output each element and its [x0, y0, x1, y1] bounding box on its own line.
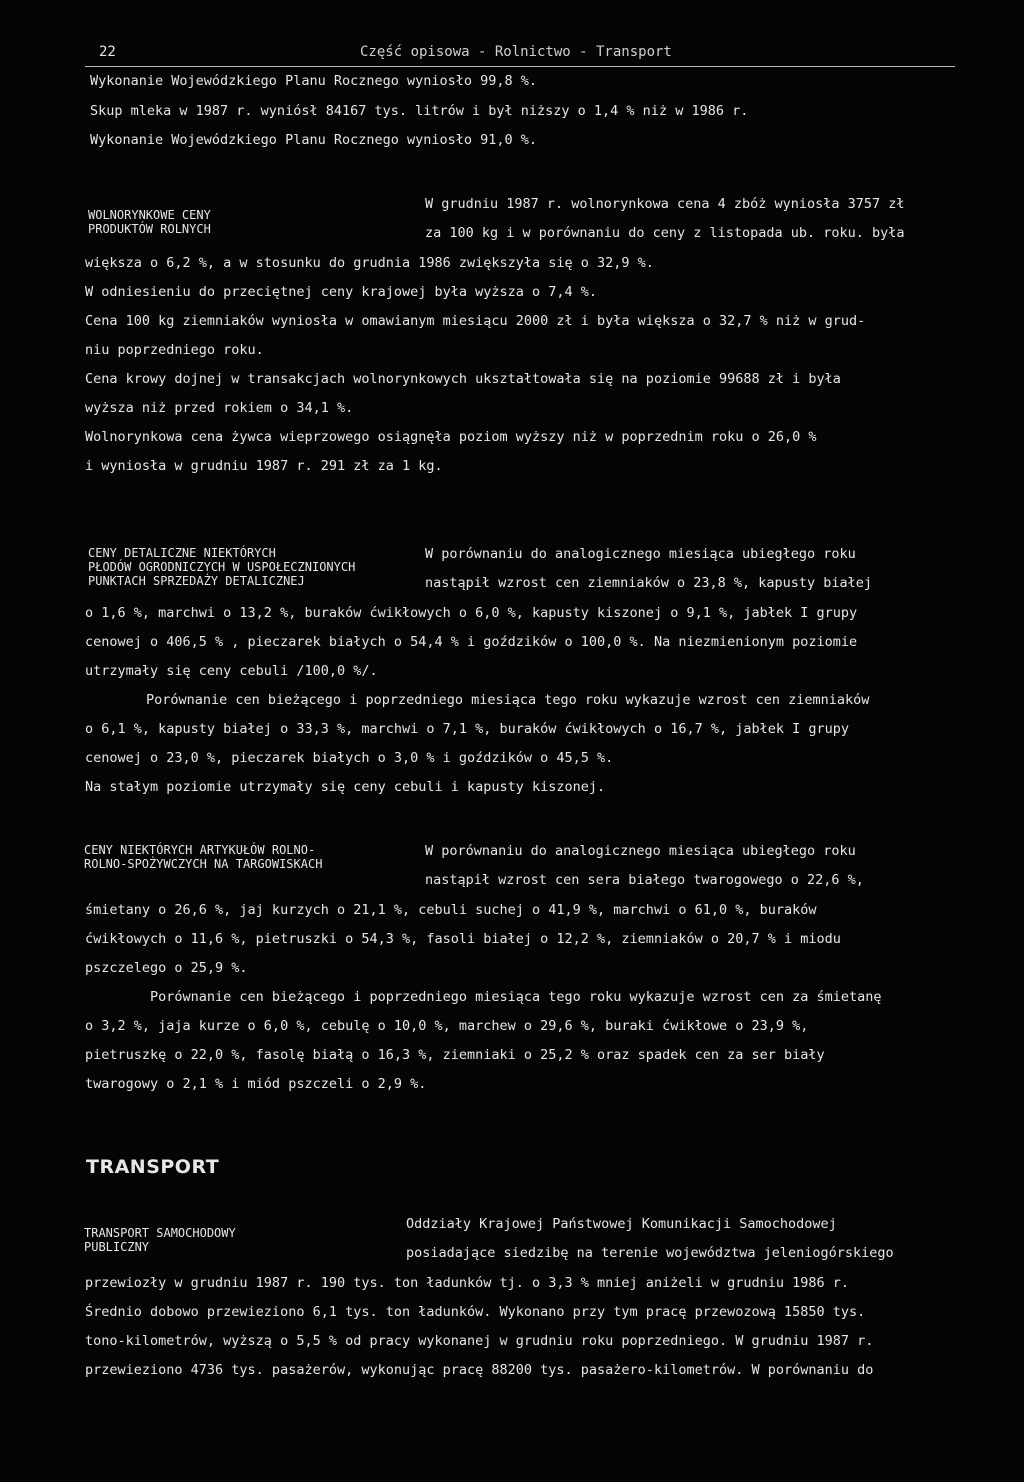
paragraph-line: Na stałym poziomie utrzymały się ceny cebuli i kapusty kiszonej.: [85, 779, 606, 795]
paragraph-line: Porównanie cen bieżącego i poprzedniego miesiąca tego roku wykazuje wzrost cen za śmietanę: [150, 989, 882, 1005]
paragraph-line: pietruszkę o 22,0 %, fasolę białą o 16,3 %, ziemniaki o 25,2 % oraz spadek cen za ser biały: [85, 1047, 825, 1063]
paragraph-line: o 1,6 %, marchwi o 13,2 %, buraków ćwikłowych o 6,0 %, kapusty kiszonej o 9,1 %, jabłek I grupy: [85, 605, 858, 621]
paragraph-line: Wolnorynkowa cena żywca wieprzowego osiągnęła poziom wyższy niż w poprzednim roku o 26,0 %: [85, 429, 817, 445]
paragraph-line: Oddziały Krajowej Państwowej Komunikacji Samochodowej: [406, 1216, 837, 1232]
running-title: Część opisowa - Rolnictwo - Transport: [360, 44, 672, 60]
paragraph-line: W grudniu 1987 r. wolnorynkowa cena 4 zbóż wyniosła 3757 zł: [425, 196, 905, 212]
section-heading: CENY DETALICZNE NIEKTÓRYCH PŁODÓW OGRODNICZYCH W USPOŁECZNIONYCH PUNKTACH SPRZEDAŻY DETALICZNEJ: [88, 546, 356, 588]
paragraph-line: utrzymały się ceny cebuli /100,0 %/.: [85, 663, 378, 679]
paragraph-line: W odniesieniu do przeciętnej ceny krajowej była wyższa o 7,4 %.: [85, 284, 598, 300]
paragraph-line: cenowej o 406,5 % , pieczarek białych o 54,4 % i goździków o 100,0 %. Na niezmienionym poziomie: [85, 634, 858, 650]
paragraph-line: W porównaniu do analogicznego miesiąca ubiegłego roku: [425, 546, 856, 562]
paragraph-line: o 6,1 %, kapusty białej o 33,3 %, marchwi o 7,1 %, buraków ćwikłowych o 16,7 %, jabłek I grupy: [85, 721, 850, 737]
paragraph-line: tono-kilometrów, wyższą o 5,5 % od pracy wykonanej w grudniu roku poprzedniego. W grudniu 1987 r.: [85, 1333, 874, 1349]
transport-title: TRANSPORT: [86, 1156, 220, 1178]
paragraph-line: przewieziono 4736 tys. pasażerów, wykonując pracę 88200 tys. pasażero-kilometrów. W porównaniu do: [85, 1362, 874, 1378]
paragraph-line: większa o 6,2 %, a w stosunku do grudnia 1986 zwiększyła się o 32,9 %.: [85, 255, 654, 271]
paragraph-line: cenowej o 23,0 %, pieczarek białych o 3,0 % i goździków o 45,5 %.: [85, 750, 614, 766]
paragraph-line: niu poprzedniego roku.: [85, 342, 264, 358]
paragraph-line: Średnio dobowo przewieziono 6,1 tys. ton ładunków. Wykonano przy tym pracę przewozową 15850 tys.: [85, 1304, 866, 1320]
paragraph-line: posiadające siedzibę na terenie województwa jeleniogórskiego: [406, 1245, 894, 1261]
paragraph-line: śmietany o 26,6 %, jaj kurzych o 21,1 %, cebuli suchej o 41,9 %, marchwi o 61,0 %, buraków: [85, 902, 817, 918]
paragraph-line: nastąpił wzrost cen sera białego twarogowego o 22,6 %,: [425, 872, 864, 888]
paragraph-line: pszczelego o 25,9 %.: [85, 960, 248, 976]
section-heading: TRANSPORT SAMOCHODOWY PUBLICZNY: [84, 1226, 236, 1254]
paragraph-line: W porównaniu do analogicznego miesiąca ubiegłego roku: [425, 843, 856, 859]
paragraph-line: Cena krowy dojnej w transakcjach wolnorynkowych ukształtowała się na poziomie 99688 zł i była: [85, 371, 841, 387]
paragraph-line: nastąpił wzrost cen ziemniaków o 23,8 %, kapusty białej: [425, 575, 873, 591]
paragraph-line: za 100 kg i w porównaniu do ceny z listopada ub. roku. była: [425, 225, 905, 241]
intro-line: Wykonanie Wojewódzkiego Planu Rocznego wyniosło 91,0 %.: [90, 132, 538, 148]
paragraph-line: o 3,2 %, jaja kurze o 6,0 %, cebulę o 10,0 %, marchew o 29,6 %, buraki ćwikłowe o 23,9 %,: [85, 1018, 809, 1034]
intro-line: Wykonanie Wojewódzkiego Planu Rocznego wyniosło 99,8 %.: [90, 73, 538, 89]
paragraph-line: Porównanie cen bieżącego i poprzedniego miesiąca tego roku wykazuje wzrost cen ziemniaków: [146, 692, 870, 708]
page-number: 22: [99, 44, 116, 60]
intro-line: Skup mleka w 1987 r. wyniósł 84167 tys. litrów i był niższy o 1,4 % niż w 1986 r.: [90, 103, 749, 119]
paragraph-line: twarogowy o 2,1 % i miód pszczeli o 2,9 %.: [85, 1076, 427, 1092]
section-heading: CENY NIEKTÓRYCH ARTYKUŁÓW ROLNO- ROLNO-SPOŻYWCZYCH NA TARGOWISKACH: [84, 843, 323, 871]
paragraph-line: ćwikłowych o 11,6 %, pietruszki o 54,3 %, fasoli białej o 12,2 %, ziemniaków o 20,7 % i miodu: [85, 931, 841, 947]
paragraph-line: wyższa niż przed rokiem o 34,1 %.: [85, 400, 354, 416]
paragraph-line: i wyniosła w grudniu 1987 r. 291 zł za 1 kg.: [85, 458, 443, 474]
paragraph-line: Cena 100 kg ziemniaków wyniosła w omawianym miesiącu 2000 zł i była większa o 32,7 % niż w grud-: [85, 313, 866, 329]
paragraph-line: przewiozły w grudniu 1987 r. 190 tys. ton ładunków tj. o 3,3 % mniej aniżeli w grudniu 1986 r.: [85, 1275, 850, 1291]
section-heading: WOLNORYNKOWE CENY PRODUKTÓW ROLNYCH: [88, 208, 211, 236]
page-header: [85, 40, 955, 67]
